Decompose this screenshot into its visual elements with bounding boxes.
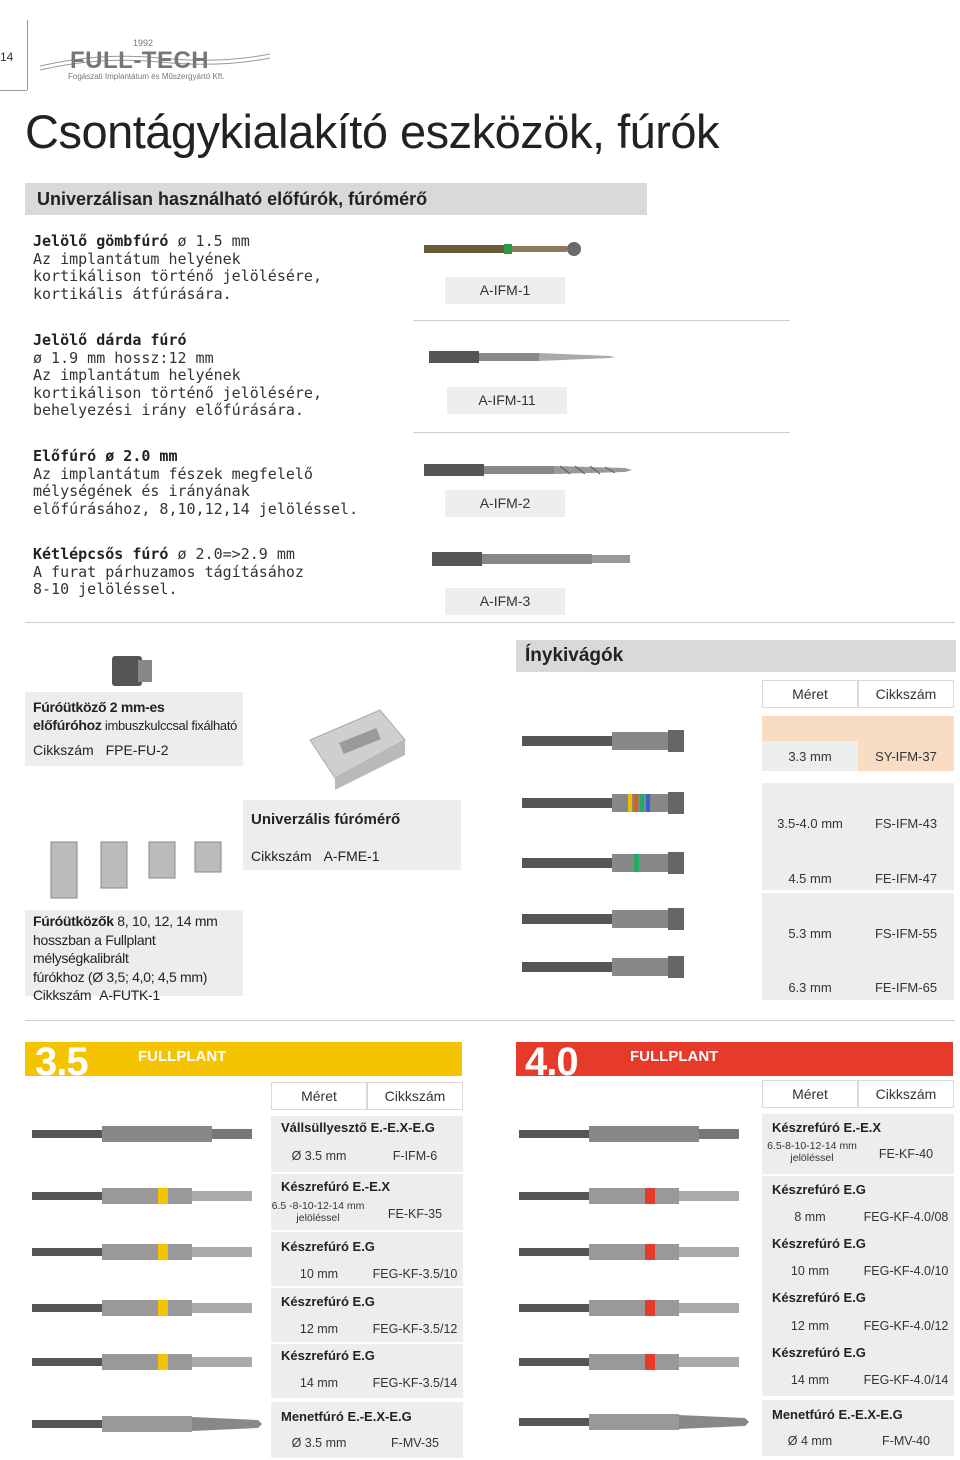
margin-rule-h [0, 90, 27, 91]
size-cell: Ø 4 mm [787, 1434, 833, 1448]
item-desc: ø 1.9 mm hossz:12 mm [33, 348, 214, 367]
code-caption: Cikkszám [251, 848, 312, 864]
size-cell: 3.3 mm [788, 749, 832, 764]
item-desc: mélységének és irányának [33, 482, 250, 500]
group-label: Készrefúró E.G [281, 1348, 375, 1363]
drill-set-40-images [515, 1120, 755, 1450]
depth-stoppers-title: Fúróütközők [33, 913, 114, 929]
item-desc: kortikálison történő jelölésére, [33, 383, 322, 402]
depth-stoppers-title-rest: 8, 10, 12, 14 mm [113, 913, 218, 929]
page-number: 14 [0, 50, 14, 64]
size-cell: 4.5 mm [788, 871, 832, 886]
code-cell: FEG-KF-3.5/14 [372, 1376, 458, 1390]
drill-image [420, 458, 635, 482]
item-spec: ø 2.0=>2.9 mm [168, 545, 295, 563]
item-step-drill [33, 546, 413, 599]
divider [413, 432, 790, 433]
code-cell: FE-IFM-65 [874, 980, 938, 995]
column-header-size: Méret [762, 1080, 858, 1108]
group-label: Készrefúró E.G [772, 1236, 866, 1251]
column-header-code: Cikkszám [858, 1080, 954, 1108]
group-label: Készrefúró E.G [772, 1182, 866, 1197]
code-cell: FEG-KF-4.0/14 [863, 1373, 949, 1387]
size-cell: 10 mm [299, 1267, 339, 1281]
brand-logo: FULLPLANT [630, 1048, 719, 1065]
depth-stoppers-image [45, 838, 235, 900]
depth-stoppers-line: hosszban a Fullplant mélységkalibrált [33, 931, 156, 966]
depth-stoppers-line: fúrókhoz (Ø 3,5; 4,0; 4,5 mm) [33, 968, 208, 985]
logo-subtitle: Fogászati Implantátum és Műszergyártó Kft. [68, 72, 225, 81]
code-cell: FEG-KF-4.0/12 [863, 1319, 949, 1333]
size-cell: Ø 3.5 mm [291, 1149, 347, 1163]
section-title: Univerzálisan használható előfúrók, fúrómérő [25, 183, 647, 215]
item-name: Jelölő dárda fúró [33, 331, 187, 349]
item-name: Kétlépcsős fúró [33, 545, 169, 563]
stopper-title-bold2: előfúróhoz [33, 717, 102, 733]
size-cell: 6.5 -8-10-12-14 mm jelöléssel [271, 1200, 365, 1224]
item-lance-drill [33, 332, 413, 420]
code-label: A-IFM-11 [447, 387, 567, 414]
group-label: Készrefúró E.-E.X [281, 1179, 391, 1194]
group-label: Készrefúró E.G [281, 1294, 375, 1309]
code-value: A-FME-1 [323, 848, 380, 864]
color-swatch-peach [762, 716, 954, 741]
code-cell: FE-IFM-47 [874, 871, 938, 886]
diameter-number: 3.5 [35, 1040, 88, 1084]
drill-image [428, 546, 638, 572]
code-cell: F-MV-35 [391, 1436, 439, 1450]
item-desc: behelyezési irány előfúrására. [33, 401, 304, 419]
group-label: Vállsüllyesztő E.-E.X-E.G [281, 1120, 435, 1135]
group-label: Készrefúró E.G [772, 1345, 866, 1360]
stopper-image [108, 650, 156, 692]
size-cell: 12 mm [790, 1319, 830, 1333]
column-header-code: Cikkszám [858, 680, 954, 708]
code-cell: F-MV-40 [882, 1434, 930, 1448]
gingiva-punch-images [518, 722, 688, 982]
depth-stoppers-text [33, 912, 248, 1005]
size-cell: 14 mm [299, 1376, 339, 1390]
section-divider [25, 622, 955, 623]
divider [413, 320, 790, 321]
group-label: Készrefúró E.G [772, 1290, 866, 1305]
banner-35 [25, 1042, 462, 1076]
item-name: Előfúró ø 2.0 mm [33, 447, 178, 465]
code-value: FPE-FU-2 [105, 742, 169, 758]
gingiva-title: Ínykivágók [525, 645, 624, 666]
row-bg [762, 783, 954, 840]
item-desc: 8-10 jelöléssel. [33, 580, 178, 598]
item-desc: Az implantátum helyének [33, 249, 241, 268]
group-label: Menetfúró E.-E.X-E.G [772, 1407, 903, 1422]
item-pilot-drill [33, 448, 413, 518]
diameter-number: 4.0 [525, 1040, 578, 1084]
gauge-title: Univerzális fúrómérő [251, 811, 401, 828]
stopper-title-rest: imbuszkulccsal fixálható [101, 718, 238, 733]
code-cell: F-IFM-6 [392, 1149, 438, 1163]
code-cell: FS-IFM-43 [874, 816, 938, 831]
item-desc: Az implantátum fészek megfelelő [33, 464, 313, 483]
section-divider [25, 1020, 955, 1021]
code-cell: FS-IFM-55 [874, 926, 938, 941]
item-name: Jelölő gömbfúró [33, 232, 169, 250]
item-ball-bur [33, 233, 413, 303]
code-caption: Cikkszám [33, 742, 94, 758]
banner-40 [516, 1042, 953, 1076]
item-spec: ø 1.5 mm [168, 232, 250, 250]
logo-name: FULL-TECH [70, 47, 210, 74]
size-cell: 10 mm [790, 1264, 830, 1278]
size-cell: 5.3 mm [788, 926, 832, 941]
size-cell: 6.3 mm [788, 980, 832, 995]
code-value: A-FUTK-1 [99, 987, 160, 1003]
code-caption: Cikkszám [33, 987, 92, 1003]
code-cell: FEG-KF-4.0/08 [863, 1210, 949, 1224]
size-cell: Ø 3.5 mm [291, 1436, 347, 1450]
page-title: Csontágykialakító eszközök, fúrók [25, 105, 720, 158]
brand-logo: FULLPLANT [138, 1048, 227, 1065]
size-cell: 6.5-8-10-12-14 mm jelöléssel [767, 1140, 857, 1164]
size-cell: 14 mm [790, 1373, 830, 1387]
item-desc: A furat párhuzamos tágításához [33, 562, 304, 581]
code-label: A-IFM-2 [445, 490, 565, 517]
size-cell: 8 mm [794, 1210, 826, 1224]
code-cell: SY-IFM-37 [875, 749, 937, 764]
code-cell: FE-KF-35 [387, 1207, 443, 1221]
code-label: A-IFM-3 [445, 588, 565, 615]
group-label: Készrefúró E.-E.X [772, 1120, 882, 1135]
item-desc: kortikális átfúrására. [33, 284, 232, 303]
code-cell: FEG-KF-4.0/10 [863, 1264, 949, 1278]
code-label: A-IFM-1 [445, 277, 565, 304]
item-desc: kortikálison történő jelölésére, [33, 267, 322, 285]
stopper-title-bold: Fúróütköző 2 mm-es [33, 699, 165, 715]
logo-year: 1992 [133, 38, 154, 48]
size-cell: 3.5-4.0 mm [777, 816, 843, 831]
size-cell: 12 mm [299, 1322, 339, 1336]
code-cell: FE-KF-40 [878, 1147, 934, 1161]
drill-set-35-images [28, 1120, 268, 1450]
column-header-size: Méret [271, 1082, 367, 1110]
drill-image [425, 345, 620, 369]
item-desc: előfúrásához, 8,10,12,14 jelöléssel. [33, 499, 359, 518]
group-label: Menetfúró E.-E.X-E.G [281, 1409, 412, 1424]
stopper-title [33, 698, 243, 735]
column-header-size: Méret [762, 680, 858, 708]
gauge-image [300, 700, 410, 790]
column-header-code: Cikkszám [367, 1082, 463, 1110]
margin-rule [27, 20, 28, 90]
code-cell: FEG-KF-3.5/12 [372, 1322, 458, 1336]
drill-image [420, 238, 590, 260]
item-desc: Az implantátum helyének [33, 366, 241, 384]
code-cell: FEG-KF-3.5/10 [372, 1267, 458, 1281]
gauge-code [251, 848, 380, 864]
group-label: Készrefúró E.G [281, 1239, 375, 1254]
stopper-code [33, 742, 169, 758]
